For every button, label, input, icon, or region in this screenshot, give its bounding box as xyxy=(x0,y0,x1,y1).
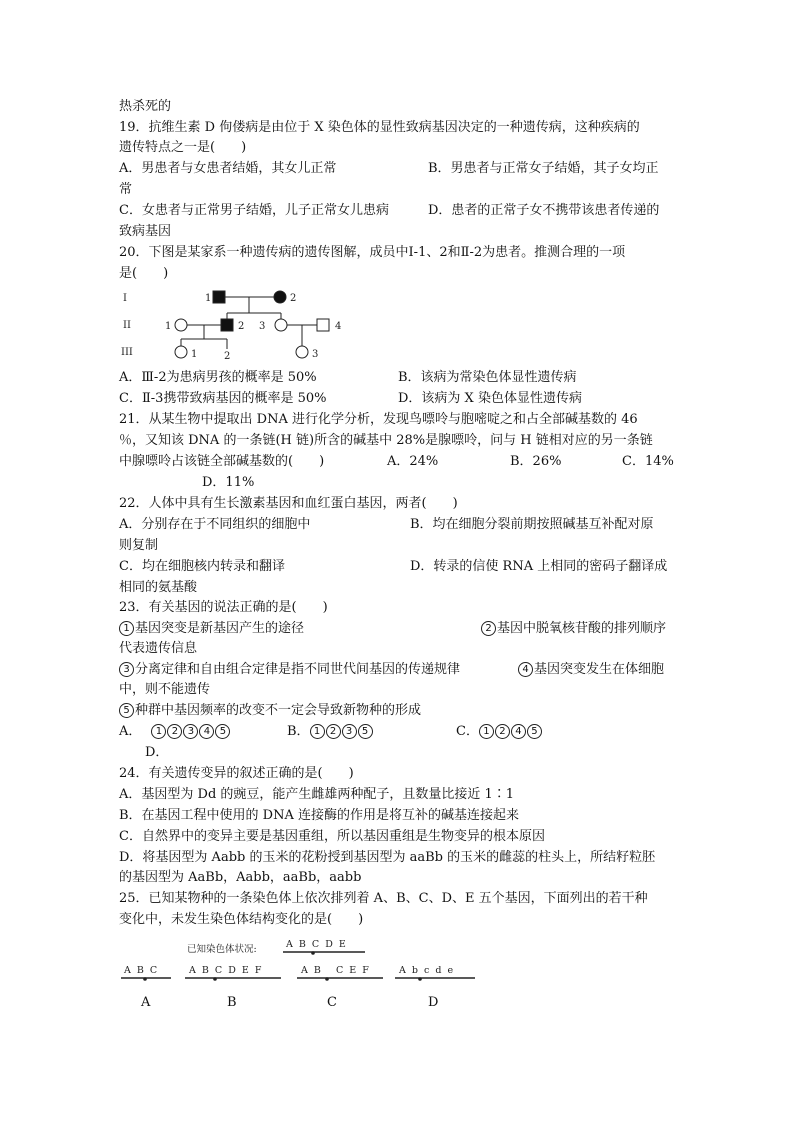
circled-number-5: 5 xyxy=(358,724,373,739)
chromosome-b-genes: A B C D E F xyxy=(189,965,262,976)
gen-label-2: II xyxy=(123,320,131,331)
member-II-4-label: 4 xyxy=(335,321,342,332)
circled-number-5: 5 xyxy=(119,703,134,718)
q19-option-b-cont: 常 xyxy=(119,182,133,197)
circled-number-2: 2 xyxy=(326,724,341,739)
circled-number-3: 3 xyxy=(183,724,198,739)
chromosome-d-genes: A b c d e xyxy=(399,965,454,976)
q19-option-d-cont: 致病基因 xyxy=(119,224,172,239)
q21-option-d: D．11% xyxy=(202,475,255,490)
q23-option-b-label: B． xyxy=(287,724,310,739)
pedigree-chart xyxy=(115,285,355,365)
q22-option-a: A．分别存在于不同组织的细胞中 xyxy=(119,517,311,532)
q23-option-a xyxy=(119,722,231,742)
q22-option-c: C．均在细胞核内转录和翻译 xyxy=(119,559,285,574)
chromosome-d-caption: D xyxy=(428,995,439,1010)
q23-statement-1-text: 基因突变是新基因产生的途径 xyxy=(135,621,305,636)
member-II-3-female xyxy=(275,319,287,331)
q25-line2: 变化中，未发生染色体结构变化的是( ) xyxy=(119,912,364,927)
member-III-1-female xyxy=(175,346,187,358)
q20-option-c: C．Ⅱ-3携带致病基因的概率是 50% xyxy=(119,391,327,406)
member-I-1-affected-male xyxy=(213,291,225,303)
q23-option-c xyxy=(456,722,543,742)
circled-number-1: 1 xyxy=(310,724,325,739)
member-I-1-label: 1 xyxy=(205,293,212,304)
circled-number-1: 1 xyxy=(479,724,494,739)
q19-stem-line1: 19．抗维生素 D 佝偻病是由位于 X 染色体的显性致病基因决定的一种遗传病，这种疾病的 xyxy=(119,120,640,135)
q20-option-a: A．Ⅲ-2为患病男孩的概率是 50% xyxy=(119,370,317,385)
q23-statement-3 xyxy=(119,660,460,680)
chromosome-c-caption: C xyxy=(327,995,337,1010)
q21-line3: 中腺嘌呤占该链全部碱基数的( ) xyxy=(119,454,325,469)
member-I-2-label: 2 xyxy=(290,293,297,304)
q24-stem: 24．有关遗传变异的叙述正确的是( ) xyxy=(119,766,354,781)
q24-option-a: A．基因型为 Dd 的豌豆，能产生雌雄两种配子，且数量比接近 1∶1 xyxy=(119,787,515,802)
chromosome-b-centromere xyxy=(213,977,217,981)
q20-option-b: B．该病为常染色体显性遗传病 xyxy=(398,370,577,385)
q23-stem: 23．有关基因的说法正确的是( ) xyxy=(119,600,328,615)
chromosome-figure xyxy=(115,935,495,1015)
chromosome-a-centromere xyxy=(143,977,147,981)
q22-option-b-cont: 则复制 xyxy=(119,538,159,553)
member-III-3-female xyxy=(296,346,308,358)
q23-statement-2-text: 基因中脱氧核苷酸的排列顺序 xyxy=(497,621,667,636)
q21-line2: ％，又知该 DNA 的一条链(H 链)所含的碱基中 28%是腺嘌呤，问与 H 链相对应的另一条链 xyxy=(119,433,653,448)
circled-number-2: 2 xyxy=(495,724,510,739)
q23-option-c-label: C． xyxy=(456,724,479,739)
q22-stem: 22．人体中具有生长激素基因和血红蛋白基因，两者( ) xyxy=(119,496,458,511)
continued-text: 热杀死的 xyxy=(119,99,172,114)
member-II-2-affected-male xyxy=(221,319,233,331)
member-I-2-affected-female xyxy=(274,291,286,303)
chromosome-a-genes: A B C xyxy=(124,965,158,976)
member-II-2-label: 2 xyxy=(238,321,245,332)
member-III-1-label: 1 xyxy=(191,349,198,360)
chromosome-c-genes: A B C E F xyxy=(301,965,369,976)
q23-statement-5-text: 种群中基因频率的改变不一定会导致新物种的形成 xyxy=(135,703,422,718)
member-II-1-female xyxy=(175,319,187,331)
q23-option-d: D． xyxy=(145,745,169,760)
q20-option-d: D．该病为 X 染色体显性遗传病 xyxy=(398,391,582,406)
gen-label-3: III xyxy=(121,347,133,358)
circled-number-1: 1 xyxy=(119,621,134,636)
circled-number-5: 5 xyxy=(215,724,230,739)
known-chromosome-label: 已知染色体状况: xyxy=(187,944,257,955)
gen-label-1: I xyxy=(123,293,127,304)
q21-option-c: C．14% xyxy=(622,454,674,469)
chromosome-b-caption: B xyxy=(227,995,237,1010)
q24-option-c: C．自然界中的变异主要是基因重组，所以基因重组是生物变异的根本原因 xyxy=(119,829,545,844)
q23-statement-4 xyxy=(518,660,664,680)
q25-line1: 25．已知某物种的一条染色体上依次排列着 A、B、C、D、E 五个基因，下面列出的若干种 xyxy=(119,891,648,906)
q23-statement-2 xyxy=(481,619,666,639)
circled-number-3: 3 xyxy=(119,662,134,677)
known-centromere xyxy=(311,951,315,955)
circled-number-5: 5 xyxy=(527,724,542,739)
q22-option-d-cont: 相同的氨基酸 xyxy=(119,580,198,595)
q23-statement-4-cont: 中，则不能遗传 xyxy=(119,682,211,697)
chromosome-c-centromere xyxy=(325,977,329,981)
q19-option-d: D．患者的正常子女不携带该患者传递的 xyxy=(428,203,660,218)
q21-option-b: B．26% xyxy=(510,454,562,469)
q24-option-d: D．将基因型为 Aabb 的玉米的花粉授到基因型为 aaBb 的玉米的雌蕊的柱头上，所结籽粒胚 xyxy=(119,850,656,865)
q19-option-a: A．男患者与女患者结婚，其女儿正常 xyxy=(119,161,337,176)
known-chromosome-genes: A B C D E xyxy=(286,939,346,950)
q23-option-a-label: A． xyxy=(119,724,142,739)
member-III-3-label: 3 xyxy=(312,349,319,360)
circled-number-1: 1 xyxy=(151,724,166,739)
q23-statement-4-text: 基因突变发生在体细胞 xyxy=(534,662,665,677)
q19-option-b: B．男患者与正常女子结婚，其子女均正 xyxy=(428,161,659,176)
q23-statement-3-text: 分离定律和自由组合定律是指不同世代间基因的传递规律 xyxy=(135,662,461,677)
q22-option-b: B．均在细胞分裂前期按照碱基互补配对原 xyxy=(410,517,654,532)
circled-number-2: 2 xyxy=(167,724,182,739)
q21-option-a: A．24% xyxy=(387,454,439,469)
q21-line1: 21．从某生物中提取出 DNA 进行化学分析，发现鸟嘌呤与胞嘧啶之和占全部碱基数的 46 xyxy=(119,412,638,427)
circled-number-4: 4 xyxy=(518,662,533,677)
q20-stem-line2: 是( ) xyxy=(119,266,169,281)
circled-number-4: 4 xyxy=(511,724,526,739)
q23-option-b xyxy=(287,722,374,742)
circled-number-2: 2 xyxy=(481,621,496,636)
q23-statement-1 xyxy=(119,619,304,639)
chromosome-d-centromere xyxy=(418,977,422,981)
q20-stem-line1: 20．下图是某家系一种遗传病的遗传图解，成员中Ⅰ-1、2和Ⅱ-2为患者。推测合理的一项 xyxy=(119,245,626,260)
circled-number-4: 4 xyxy=(199,724,214,739)
q22-option-d: D．转录的信使 RNA 上相同的密码子翻译成 xyxy=(410,559,668,574)
q19-option-c: C．女患者与正常男子结婚，儿子正常女儿患病 xyxy=(119,203,389,218)
q24-option-b: B．在基因工程中使用的 DNA 连接酶的作用是将互补的碱基连接起来 xyxy=(119,808,520,823)
member-III-2-label: 2 xyxy=(224,351,231,362)
q23-statement-2-cont: 代表遗传信息 xyxy=(119,641,198,656)
chromosome-a-caption: A xyxy=(141,995,151,1010)
member-II-4-male xyxy=(317,319,329,331)
q24-option-d-cont: 的基因型为 AaBb，Aabb，aaBb，aabb xyxy=(119,870,362,885)
member-II-3-label: 3 xyxy=(259,321,266,332)
q23-statement-5 xyxy=(119,701,421,721)
member-II-1-label: 1 xyxy=(165,321,172,332)
q19-stem-line2: 遗传特点之一是( ) xyxy=(119,140,247,155)
circled-number-3: 3 xyxy=(342,724,357,739)
